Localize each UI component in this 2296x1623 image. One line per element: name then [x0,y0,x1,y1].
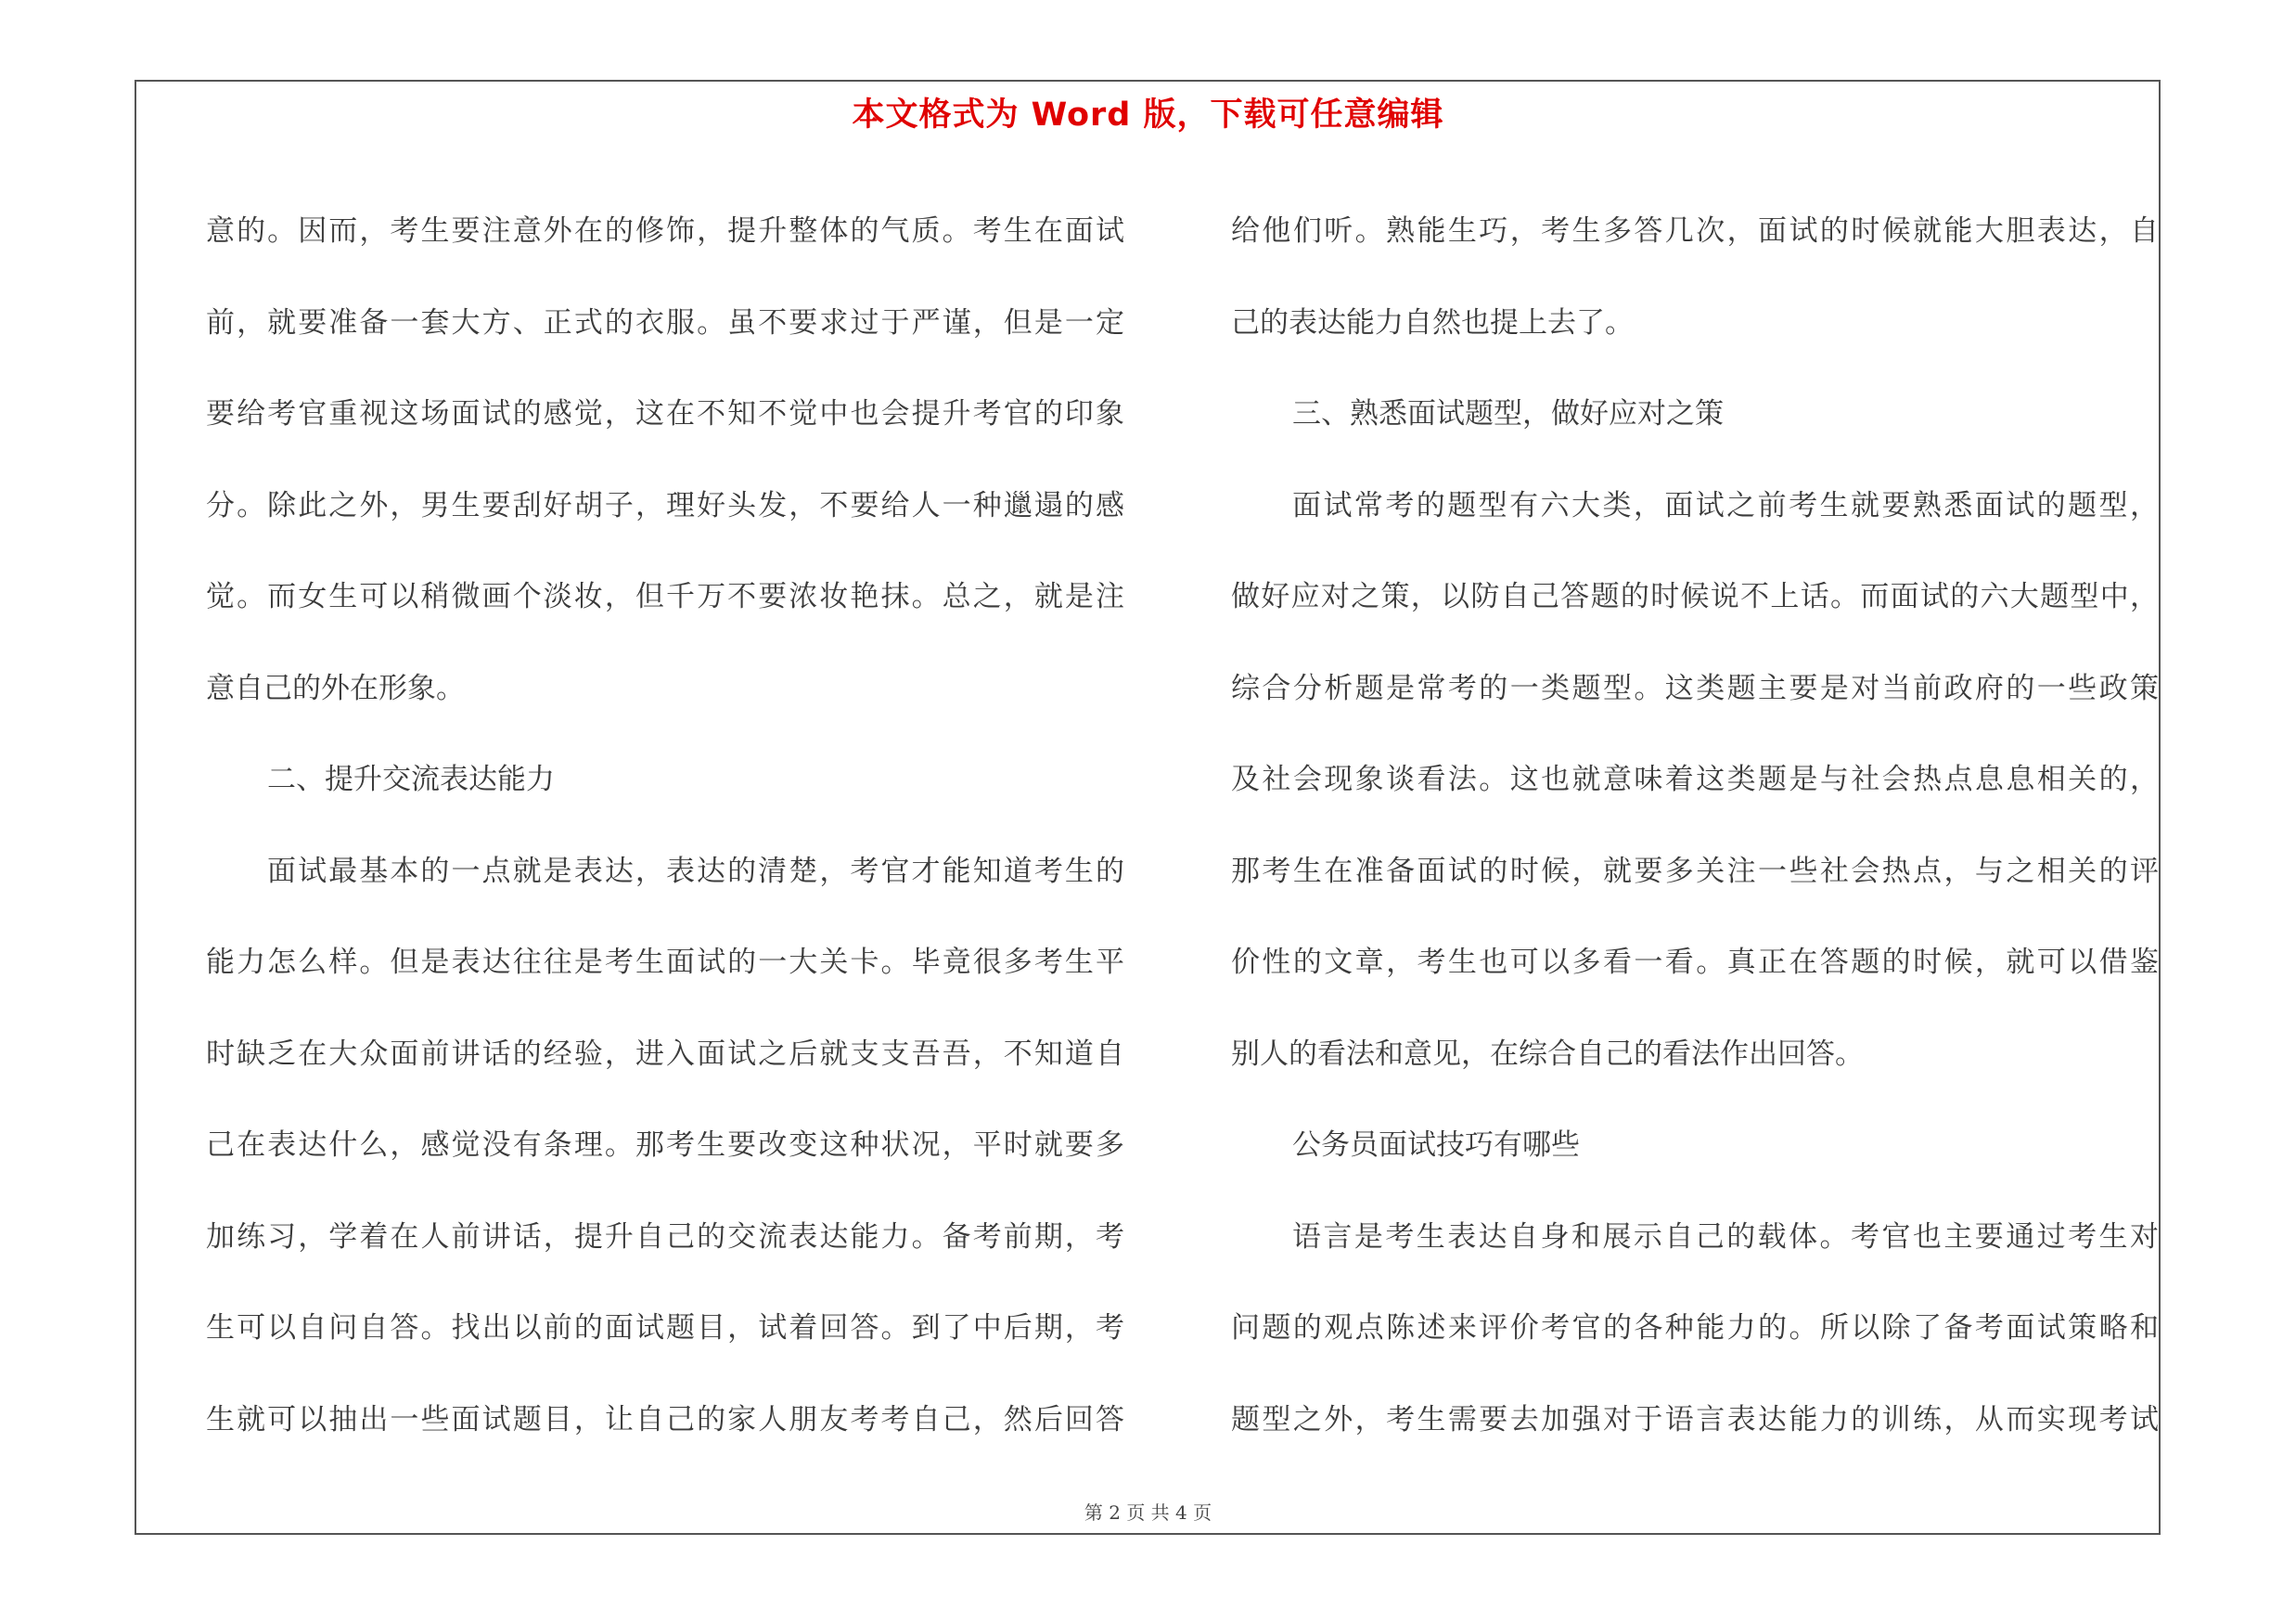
text-line: 题型之外，考生需要去加强对于语言表达能力的训练，从而实现考试 [1231,1402,2159,1436]
text-line: 能力怎么样。但是表达往往是考生面试的一大关卡。毕竟很多考生平 [206,946,1124,979]
text-line: 意的。因而，考生要注意外在的修饰，提升整体的气质。考生在面试 [206,214,1124,248]
text-line: 加练习，学着在人前讲话，提升自己的交流表达能力。备考前期，考 [206,1219,1124,1254]
text-line: 那考生在准备面试的时候，就要多关注一些社会热点，与之相关的评 [1231,854,2159,888]
text-line: 给他们听。熟能生巧，考生多答几次，面试的时候就能大胆表达，自 [1231,214,2159,248]
text-line: 问题的观点陈述来评价考官的各种能力的。所以除了备考面试策略和 [1231,1311,2159,1345]
text-line: 觉。而女生可以稍微画个淡妆，但千万不要浓妆艳抹。总之，就是注 [206,580,1124,613]
right-text-column [1231,186,2159,1465]
text-line: 己的表达能力自然也提上去了。 [1231,305,1634,340]
text-line: 别人的看法和意见，在综合自己的看法作出回答。 [1231,1037,1864,1071]
text-line: 己在表达什么，感觉没有条理。那考生要改变这种状况，平时就要多 [206,1128,1124,1162]
text-line: 价性的文章，考生也可以多看一看。真正在答题的时候，就可以借鉴 [1231,946,2159,979]
text-line: 做好应对之策，以防自己答题的时候说不上话。而面试的六大题型中， [1231,580,2159,613]
text-line: 要给考官重视这场面试的感觉，这在不知不觉中也会提升考官的印象 [206,397,1124,431]
text-line: 面试最基本的一点就是表达，表达的清楚，考官才能知道考生的 [267,854,1124,888]
section-heading: 三、熟悉面试题型，做好应对之策 [1292,397,1724,431]
left-text-column [206,186,1124,1465]
text-line: 面试常考的题型有六大类，面试之前考生就要熟悉面试的题型， [1292,488,2159,522]
section-heading: 二、提升交流表达能力 [267,763,555,796]
section-heading: 公务员面试技巧有哪些 [1292,1128,1580,1162]
text-line: 时缺乏在大众面前讲话的经验，进入面试之后就支支吾吾，不知道自 [206,1037,1124,1071]
page-number: 第 2 页 共 4 页 [1084,1501,1212,1524]
text-line: 综合分析题是常考的一类题型。这类题主要是对当前政府的一些政策 [1231,671,2159,705]
text-line: 分。除此之外，男生要刮好胡子，理好头发，不要给人一种邋遢的感 [206,488,1124,522]
text-line: 生就可以抽出一些面试题目，让自己的家人朋友考考自己，然后回答 [206,1402,1124,1436]
text-line: 意自己的外在形象。 [206,671,465,705]
text-line: 生可以自问自答。找出以前的面试题目，试着回答。到了中后期，考 [206,1311,1124,1345]
text-line: 及社会现象谈看法。这也就意味着这类题是与社会热点息息相关的， [1231,763,2159,796]
text-line: 前，就要准备一套大方、正式的衣服。虽不要求过于严谨，但是一定 [206,305,1124,340]
word-format-banner: 本文格式为 Word 版，下载可任意编辑 [852,97,1444,134]
text-line: 语言是考生表达自身和展示自己的载体。考官也主要通过考生对 [1292,1219,2159,1254]
